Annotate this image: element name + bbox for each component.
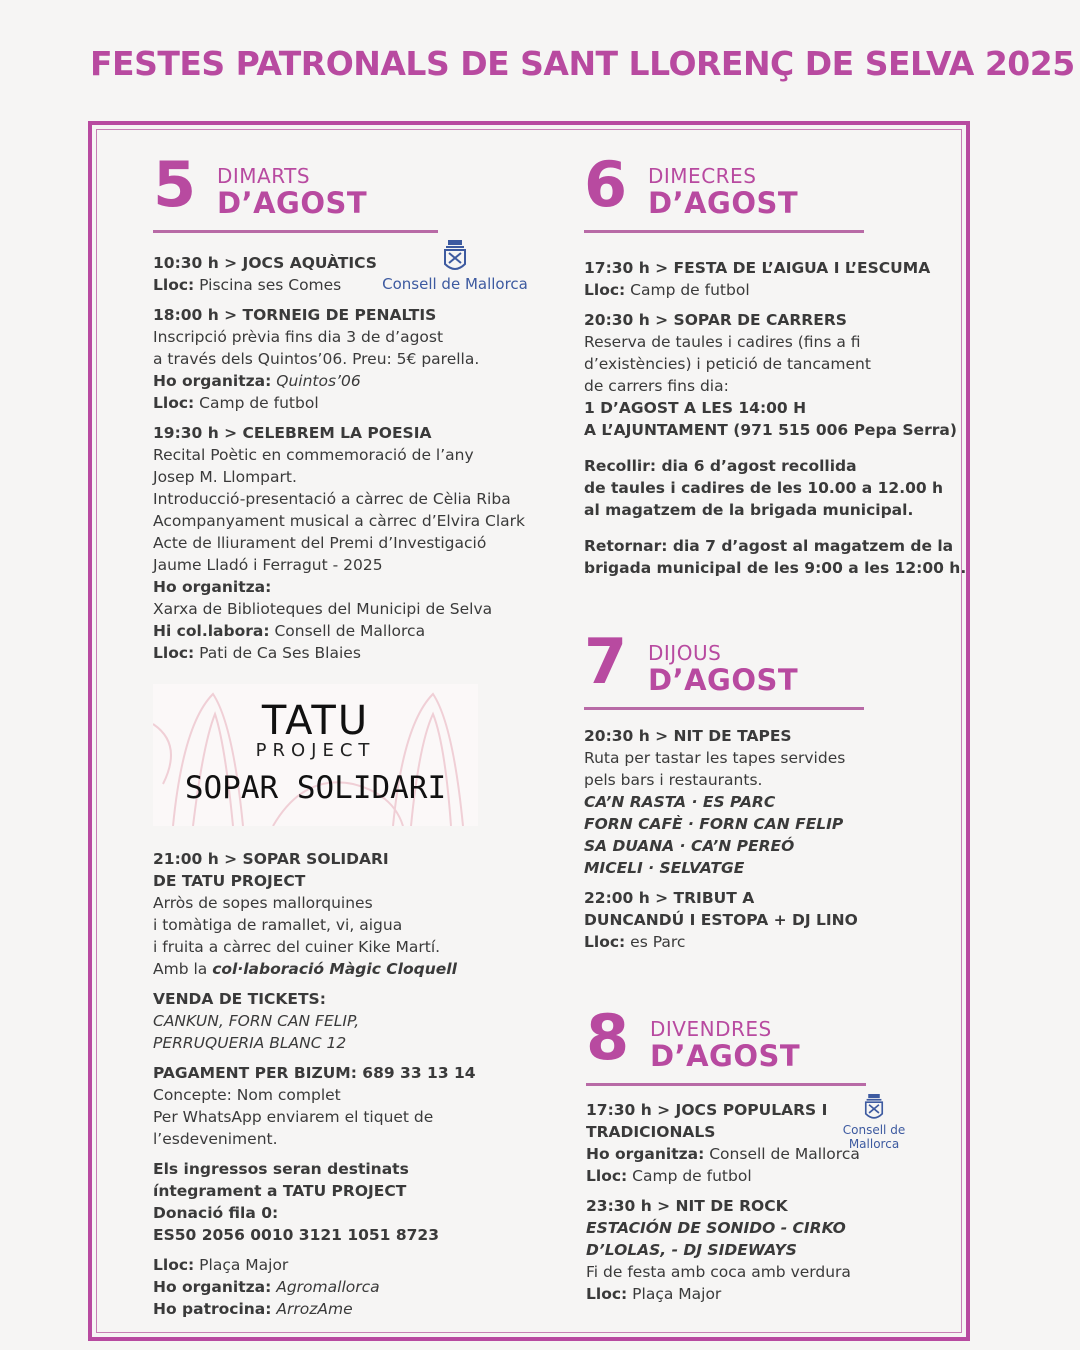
venue-list: SA DUANA · CA’N PEREÓ [584, 837, 795, 855]
tatu-project-image [153, 684, 478, 826]
consell-logo [380, 240, 530, 293]
venue-list: MICELI · SELVATGE [584, 859, 745, 877]
event-collaborator: Hi col.labora: Consell de Mallorca [153, 622, 426, 640]
event-location: Lloc: Plaça Major [586, 1285, 722, 1303]
return-text: Retornar: dia 7 d’agost al magatzem de la [584, 537, 954, 555]
day-7-events [584, 725, 944, 953]
day-number: 7 [584, 625, 628, 698]
event-deadline: A L’AJUNTAMENT (971 515 006 Pepa Serra) [584, 421, 957, 439]
pickup-text: de taules i cadires de les 10.00 a 12.00 h [584, 479, 944, 497]
event-text: Josep M. Llompart. [153, 468, 297, 486]
day-month: D’AGOST [217, 186, 368, 220]
tatu-logo-name: TATU [261, 698, 370, 744]
event-location: Lloc: Camp de futbol [153, 394, 319, 412]
event-title: 23:30 h > NIT DE ROCK [586, 1197, 788, 1215]
day-5-header [153, 148, 438, 233]
event-location: Lloc: Plaça Major [153, 1256, 289, 1274]
event-title: 17:30 h > FESTA DE L’AIGUA I L’ESCUMA [584, 259, 931, 277]
event-title: 22:00 h > TRIBUT A [584, 889, 755, 907]
consell-logo [816, 1094, 932, 1151]
event-text: Jaume Lladó i Ferragut - 2025 [153, 556, 383, 574]
event-title: 21:00 h > SOPAR SOLIDARI [153, 850, 389, 868]
donation-text: Els ingressos seran destinats [153, 1160, 409, 1178]
day-7-header [584, 625, 864, 710]
logo-text: Consell de Mallorca [382, 275, 528, 293]
donation-text: Donació fila 0: [153, 1204, 279, 1222]
event-title: 18:00 h > TORNEIG DE PENALTIS [153, 306, 437, 324]
day-8-header [586, 1001, 866, 1086]
venue-list: CA’N RASTA · ES PARC [584, 793, 776, 811]
day-month: D’AGOST [650, 1039, 801, 1073]
event-title: 10:30 h > JOCS AQUÀTICS [153, 254, 377, 272]
event-title: 17:30 h > JOCS POPULARS I [586, 1101, 828, 1119]
day-6-section [584, 148, 944, 257]
event-organizer: Xarxa de Biblioteques del Municipi de Selva [153, 600, 493, 618]
event-text: de carrers fins dia: [584, 377, 729, 395]
day-weekday: DIJOUS [648, 641, 722, 665]
day-5-events-b [153, 848, 553, 1320]
day-month: D’AGOST [648, 186, 799, 220]
day-weekday: DIMARTS [217, 164, 311, 188]
event-text: d’existències) i petició de tancament [584, 355, 871, 373]
event-text: i tomàtiga de ramallet, vi, aigua [153, 916, 403, 934]
venue-list: FORN CAFÈ · FORN CAN FELIP [584, 815, 844, 833]
day-number: 6 [584, 148, 628, 221]
event-location: Lloc: Camp de futbol [586, 1167, 752, 1185]
tickets-label: VENDA DE TICKETS: [153, 990, 326, 1008]
event-text: Introducció-presentació a càrrec de Cèlia Riba [153, 490, 511, 508]
event-text: Reserva de taules i cadires (fins a fi [584, 333, 861, 351]
page-title: FESTES PATRONALS DE SANT LLORENÇ DE SELVA 2025 [90, 44, 1075, 83]
event-text: l’esdeveniment. [153, 1130, 278, 1148]
event-location: Lloc: Camp de futbol [584, 281, 750, 299]
logo-text: Consell de Mallorca [842, 1123, 906, 1151]
event-organizer-label: Ho organitza: [153, 578, 272, 596]
event-text: Fi de festa amb coca amb verdura [586, 1263, 851, 1281]
day-6-header [584, 148, 864, 233]
tickets-text: CANKUN, FORN CAN FELIP, [153, 1012, 360, 1030]
event-organizer: Ho organitza: Consell de Mallorca [586, 1145, 860, 1163]
donation-iban: ES50 2056 0010 3121 1051 8723 [153, 1226, 440, 1244]
tatu-logo-sub: PROJECT [255, 740, 376, 761]
tatu-event-title: SOPAR SOLIDARI [184, 770, 447, 806]
event-location: Lloc: Pati de Ca Ses Blaies [153, 644, 361, 662]
event-text: Acompanyament musical a càrrec d’Elvira Clark [153, 512, 525, 530]
event-title: DUNCANDÚ I ESTOPA + DJ LINO [584, 911, 858, 929]
day-weekday: DIVENDRES [650, 1017, 772, 1041]
event-text: pels bars i restaurants. [584, 771, 763, 789]
tickets-text: PERRUQUERIA BLANC 12 [153, 1034, 347, 1052]
bizum-text: PAGAMENT PER BIZUM: 689 33 13 14 [153, 1064, 476, 1082]
event-organizer: Ho organitza: Agromallorca [153, 1278, 380, 1296]
day-number: 8 [586, 1001, 630, 1074]
event-location: Lloc: es Parc [584, 933, 686, 951]
event-text: Concepte: Nom complet [153, 1086, 341, 1104]
event-sponsor: Ho patrocina: ArrozAme [153, 1300, 353, 1318]
event-title: 20:30 h > SOPAR DE CARRERS [584, 311, 847, 329]
pickup-text: al magatzem de la brigada municipal. [584, 501, 914, 519]
band-list: D’LOLAS, - DJ SIDEWAYS [586, 1241, 797, 1259]
event-text: Ruta per tastar les tapes servides [584, 749, 846, 767]
return-text: brigada municipal de les 9:00 a les 12:00 h. [584, 559, 967, 577]
day-6-events [584, 257, 967, 579]
event-text: Amb la col·laboració Màgic Cloquell [153, 960, 457, 978]
day-number: 5 [153, 148, 197, 221]
event-organizer: Ho organitza: Quintos’06 [153, 372, 361, 390]
day-5-events-a [153, 252, 553, 664]
event-location: Lloc: Piscina ses Comes [153, 276, 342, 294]
event-text: i fruita a càrrec del cuiner Kike Martí. [153, 938, 441, 956]
event-text: Per WhatsApp enviarem el tiquet de [153, 1108, 434, 1126]
crest-icon [442, 240, 468, 274]
event-deadline: 1 D’AGOST A LES 14:00 H [584, 399, 807, 417]
event-title: DE TATU PROJECT [153, 872, 306, 890]
pickup-text: Recollir: dia 6 d’agost recollida [584, 457, 857, 475]
day-month: D’AGOST [648, 663, 799, 697]
crest-icon [863, 1094, 885, 1122]
band-list: ESTACIÓN DE SONIDO - CIRKO [586, 1219, 846, 1237]
day-7-section [584, 625, 944, 734]
donation-text: íntegrament a TATU PROJECT [153, 1182, 407, 1200]
event-title: 20:30 h > NIT DE TAPES [584, 727, 792, 745]
event-text: Arròs de sopes mallorquines [153, 894, 373, 912]
event-text: Inscripció prèvia fins dia 3 de d’agost [153, 328, 444, 346]
event-title: TRADICIONALS [586, 1123, 716, 1141]
day-weekday: DIMECRES [648, 164, 757, 188]
event-text: a través dels Quintos’06. Preu: 5€ parella. [153, 350, 480, 368]
event-title: 19:30 h > CELEBREM LA POESIA [153, 424, 432, 442]
event-text: Acte de lliurament del Premi d’Investigació [153, 534, 487, 552]
event-text: Recital Poètic en commemoració de l’any [153, 446, 474, 464]
